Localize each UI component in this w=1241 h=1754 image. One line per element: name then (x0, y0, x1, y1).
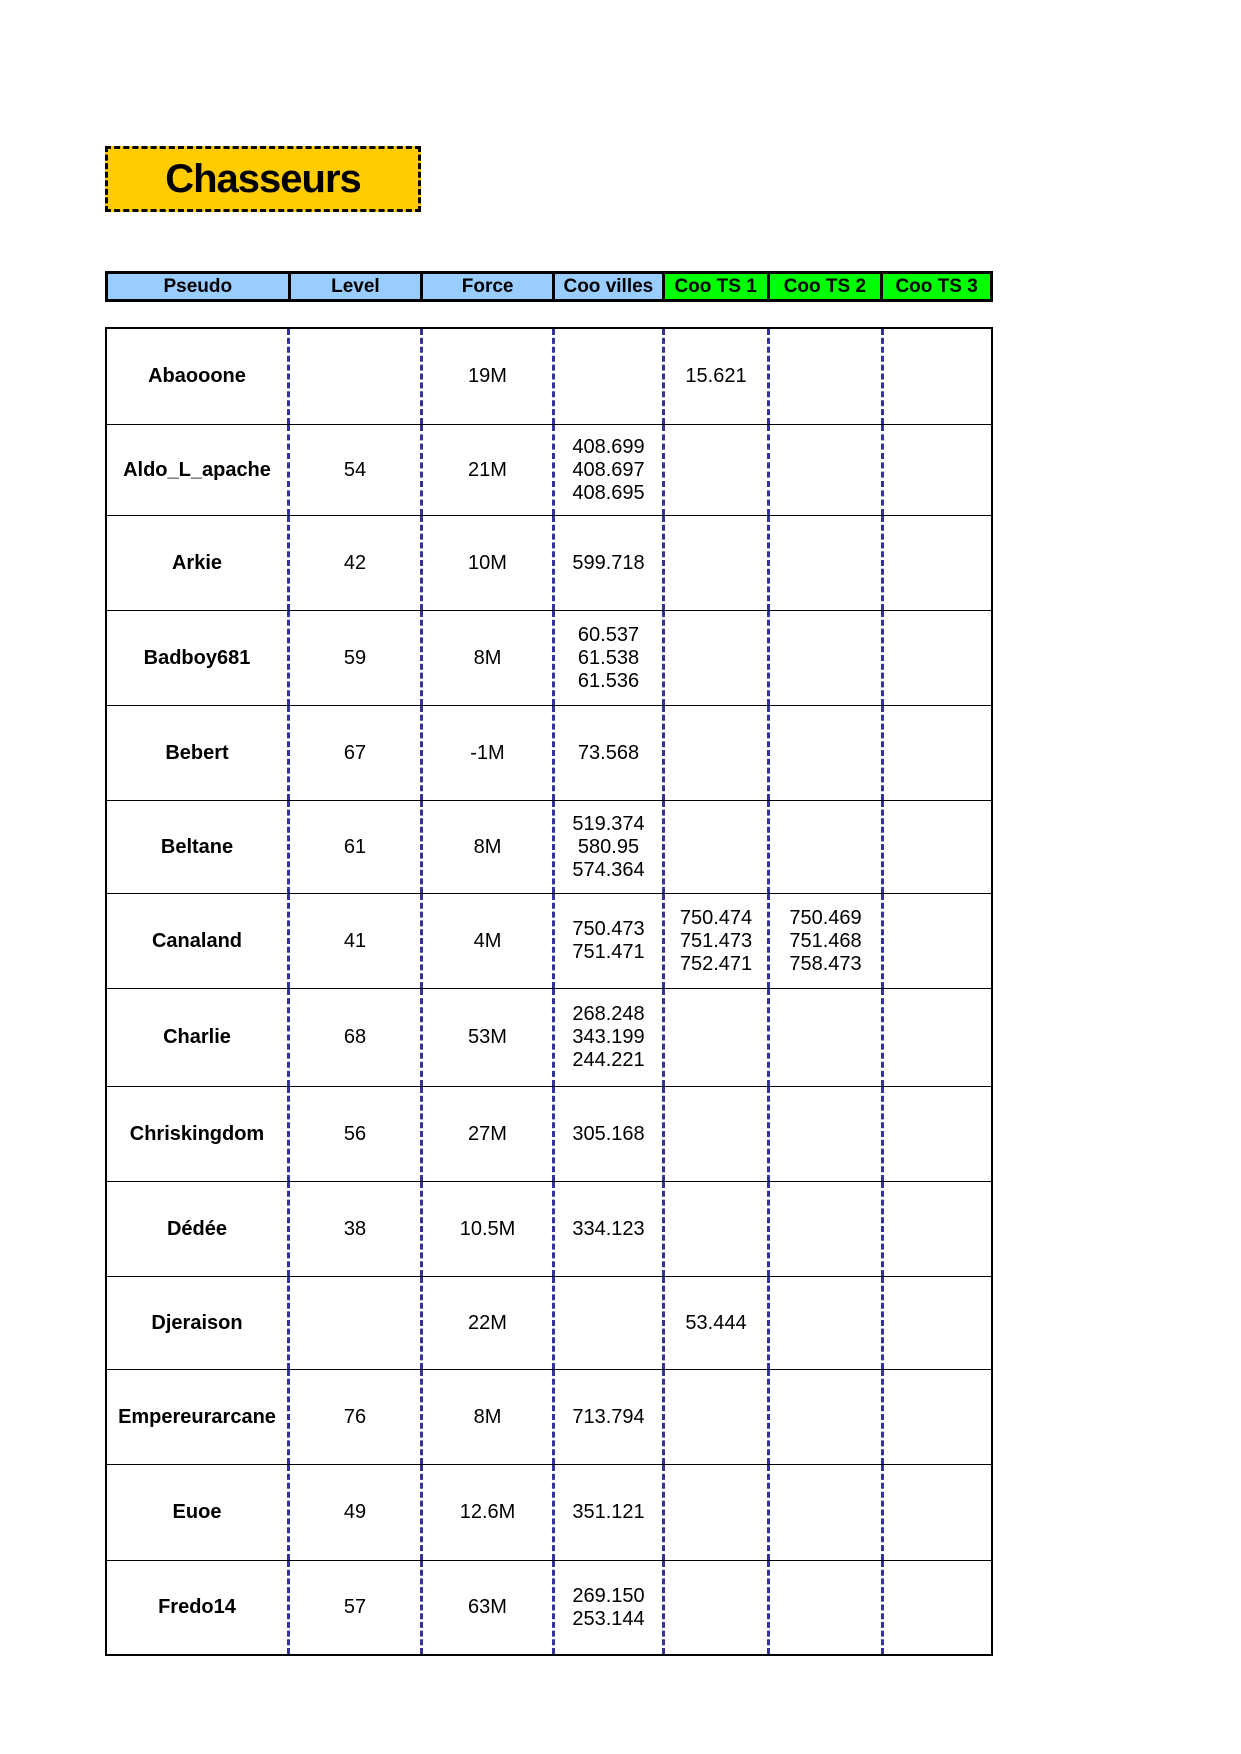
table-row (107, 1277, 991, 1370)
coordinate: 751.473 (679, 929, 753, 952)
level-value: 57 (343, 1596, 367, 1618)
coo-ts1-cell (665, 611, 770, 705)
pseudo-value: Aldo_L_apache (123, 458, 271, 481)
coo-ts3-cell (884, 1370, 991, 1464)
force-cell (423, 516, 555, 610)
coo-ts2-cell (770, 989, 884, 1086)
pseudo-cell (107, 516, 290, 610)
force-value: 53M (468, 1026, 507, 1048)
coo-villes-cell (555, 1087, 665, 1181)
coo-ts2-cell (770, 1465, 884, 1560)
force-cell (423, 989, 555, 1086)
level-cell (290, 1182, 423, 1276)
coordinate: 244.221 (572, 1049, 645, 1071)
coordinate: 758.473 (789, 952, 862, 975)
coo-ts3-cell (884, 516, 991, 610)
header-pseudo: Pseudo (108, 274, 291, 299)
pseudo-value: Beltane (160, 835, 234, 858)
pseudo-cell (107, 706, 290, 800)
coo-ts3-cell (884, 894, 991, 988)
force-value: 8M (473, 646, 502, 669)
force-value: 22M (468, 1311, 507, 1334)
level-cell (290, 706, 423, 800)
pseudo-value: Djeraison (151, 1311, 243, 1334)
force-value: 8M (473, 1405, 502, 1428)
pseudo-cell (107, 425, 290, 515)
table-row (107, 1465, 991, 1561)
coo-ts1-cell (665, 894, 770, 988)
level-cell (290, 1561, 423, 1654)
coo-ts1-cell (665, 1465, 770, 1560)
pseudo-cell (107, 1561, 290, 1654)
coordinate: 751.468 (789, 929, 862, 952)
table-row (107, 989, 991, 1087)
coordinate: 60.537 (577, 623, 640, 646)
coordinate: 751.471 (572, 941, 645, 963)
coordinate: 334.123 (572, 1217, 645, 1240)
force-value: 27M (468, 1122, 507, 1145)
pseudo-cell (107, 801, 290, 893)
level-cell (290, 1087, 423, 1181)
force-cell (423, 1370, 555, 1464)
table-row (107, 1370, 991, 1465)
level-value: 68 (343, 1026, 367, 1048)
coo-villes-cell (555, 801, 665, 893)
coordinate: 53.444 (685, 1311, 747, 1334)
coordinate: 61.536 (577, 669, 640, 692)
coo-ts3-cell (884, 801, 991, 893)
pseudo-cell (107, 1277, 290, 1369)
coo-villes-cell (555, 611, 665, 705)
coordinate: 599.718 (572, 551, 645, 574)
force-cell (423, 1182, 555, 1276)
pseudo-cell (107, 1465, 290, 1560)
header-coo-ts1: Coo TS 1 (665, 274, 770, 299)
level-cell (290, 1277, 423, 1369)
pseudo-cell (107, 329, 290, 424)
coo-ts3-cell (884, 1277, 991, 1369)
coo-ts1-cell (665, 1277, 770, 1369)
force-value: 19M (468, 365, 507, 387)
coo-villes-cell (555, 1370, 665, 1464)
level-value: 76 (343, 1405, 367, 1428)
coo-ts2-cell (770, 516, 884, 610)
coordinate: 343.199 (572, 1026, 645, 1048)
coo-ts1-cell (665, 1182, 770, 1276)
pseudo-cell (107, 1182, 290, 1276)
pseudo-value: Fredo14 (158, 1596, 236, 1618)
coo-ts3-cell (884, 1182, 991, 1276)
force-value: -1M (470, 741, 505, 764)
table-row (107, 706, 991, 801)
coordinate: 713.794 (572, 1405, 645, 1428)
pseudo-cell (107, 989, 290, 1086)
coo-villes-cell (555, 425, 665, 515)
level-cell (290, 894, 423, 988)
coo-ts1-cell (665, 1370, 770, 1464)
level-cell (290, 329, 423, 424)
coo-ts2-cell (770, 1370, 884, 1464)
pseudo-value: Canaland (151, 929, 243, 952)
level-cell (290, 611, 423, 705)
pseudo-cell (107, 894, 290, 988)
level-cell (290, 1370, 423, 1464)
coo-ts2-cell (770, 706, 884, 800)
coo-ts1-cell (665, 1087, 770, 1181)
coordinate: 305.168 (572, 1122, 645, 1145)
level-cell (290, 1465, 423, 1560)
coo-ts2-cell (770, 425, 884, 515)
header-coo-ts3: Coo TS 3 (883, 274, 990, 299)
sheet-title: Chasseurs (105, 146, 421, 212)
coordinate: 351.121 (572, 1501, 645, 1523)
pseudo-value: Charlie (163, 1026, 231, 1048)
pseudo-cell (107, 1087, 290, 1181)
pseudo-value: Bebert (165, 741, 229, 764)
pseudo-value: Dédée (166, 1217, 228, 1240)
header-level: Level (291, 274, 424, 299)
pseudo-value: Empereurarcane (118, 1405, 276, 1428)
coordinate: 73.568 (577, 741, 640, 764)
coo-ts2-cell (770, 329, 884, 424)
coo-ts2-cell (770, 1182, 884, 1276)
force-value: 8M (473, 835, 502, 858)
force-cell (423, 894, 555, 988)
pseudo-value: Euoe (172, 1501, 222, 1523)
coordinate: 269.150 (572, 1584, 645, 1607)
coordinate: 519.374 (572, 812, 645, 835)
force-cell (423, 611, 555, 705)
table-row (107, 894, 991, 989)
table-row (107, 1087, 991, 1182)
level-value: 41 (343, 929, 367, 952)
force-cell (423, 1561, 555, 1654)
coo-villes-cell (555, 1277, 665, 1369)
coordinate: 408.699 (572, 435, 645, 458)
coo-ts3-cell (884, 1561, 991, 1654)
coo-ts3-cell (884, 425, 991, 515)
level-cell (290, 516, 423, 610)
table-row (107, 1561, 991, 1654)
level-cell (290, 425, 423, 515)
coo-ts3-cell (884, 706, 991, 800)
coordinate: 408.695 (572, 481, 645, 504)
pseudo-value: Abaooone (148, 365, 246, 387)
level-value: 42 (343, 551, 367, 574)
force-value: 63M (468, 1596, 507, 1618)
coo-villes-cell (555, 1561, 665, 1654)
coordinate: 752.471 (679, 952, 753, 975)
pseudo-value: Arkie (171, 551, 223, 574)
coordinate: 15.621 (685, 365, 747, 387)
coo-villes-cell (555, 1182, 665, 1276)
force-cell (423, 706, 555, 800)
force-cell (423, 801, 555, 893)
coo-ts2-cell (770, 611, 884, 705)
hunters-table (105, 327, 993, 1656)
pseudo-cell (107, 1370, 290, 1464)
coordinate: 750.473 (572, 918, 645, 940)
header-force: Force (423, 274, 555, 299)
table-row (107, 611, 991, 706)
coo-ts1-cell (665, 1561, 770, 1654)
force-cell (423, 1277, 555, 1369)
coo-ts2-cell (770, 1087, 884, 1181)
coordinate: 61.538 (577, 646, 640, 669)
coo-villes-cell (555, 989, 665, 1086)
coo-villes-cell (555, 516, 665, 610)
level-value: 61 (343, 835, 367, 858)
coo-ts2-cell (770, 1277, 884, 1369)
force-value: 10.5M (459, 1217, 516, 1240)
level-value: 49 (343, 1501, 367, 1523)
pseudo-value: Chriskingdom (129, 1122, 265, 1145)
force-value: 21M (468, 458, 507, 481)
table-row (107, 425, 991, 516)
coo-ts1-cell (665, 801, 770, 893)
coo-ts1-cell (665, 989, 770, 1086)
coo-ts1-cell (665, 516, 770, 610)
coo-villes-cell (555, 894, 665, 988)
coo-ts2-cell (770, 1561, 884, 1654)
header-coo-ts2: Coo TS 2 (770, 274, 884, 299)
coo-villes-cell (555, 329, 665, 424)
coo-ts3-cell (884, 1465, 991, 1560)
coo-ts2-cell (770, 801, 884, 893)
coo-ts1-cell (665, 329, 770, 424)
pseudo-value: Badboy681 (143, 646, 251, 669)
coordinate: 408.697 (572, 458, 645, 481)
coordinate: 574.364 (572, 858, 645, 881)
header-coo-villes: Coo villes (555, 274, 665, 299)
coordinate: 268.248 (572, 1003, 645, 1025)
pseudo-cell (107, 611, 290, 705)
table-row (107, 801, 991, 894)
coo-ts3-cell (884, 1087, 991, 1181)
table-row (107, 516, 991, 611)
force-cell (423, 1465, 555, 1560)
force-value: 4M (473, 929, 502, 952)
level-cell (290, 989, 423, 1086)
table-header (105, 271, 993, 302)
table-row (107, 1182, 991, 1277)
coo-ts3-cell (884, 329, 991, 424)
force-cell (423, 1087, 555, 1181)
coordinate: 253.144 (572, 1607, 645, 1630)
force-value: 10M (468, 551, 507, 574)
level-value: 38 (343, 1217, 367, 1240)
coo-villes-cell (555, 706, 665, 800)
level-value: 56 (343, 1122, 367, 1145)
coo-villes-cell (555, 1465, 665, 1560)
level-value: 67 (343, 741, 367, 764)
coo-ts1-cell (665, 706, 770, 800)
coordinate: 580.95 (577, 835, 640, 858)
force-cell (423, 329, 555, 424)
table-row (107, 329, 991, 425)
coo-ts3-cell (884, 611, 991, 705)
coo-ts1-cell (665, 425, 770, 515)
coordinate: 750.474 (679, 906, 753, 929)
force-cell (423, 425, 555, 515)
force-value: 12.6M (459, 1501, 516, 1523)
level-value: 59 (343, 646, 367, 669)
coordinate: 750.469 (789, 906, 862, 929)
coo-ts3-cell (884, 989, 991, 1086)
coo-ts2-cell (770, 894, 884, 988)
level-value: 54 (343, 458, 367, 481)
level-cell (290, 801, 423, 893)
